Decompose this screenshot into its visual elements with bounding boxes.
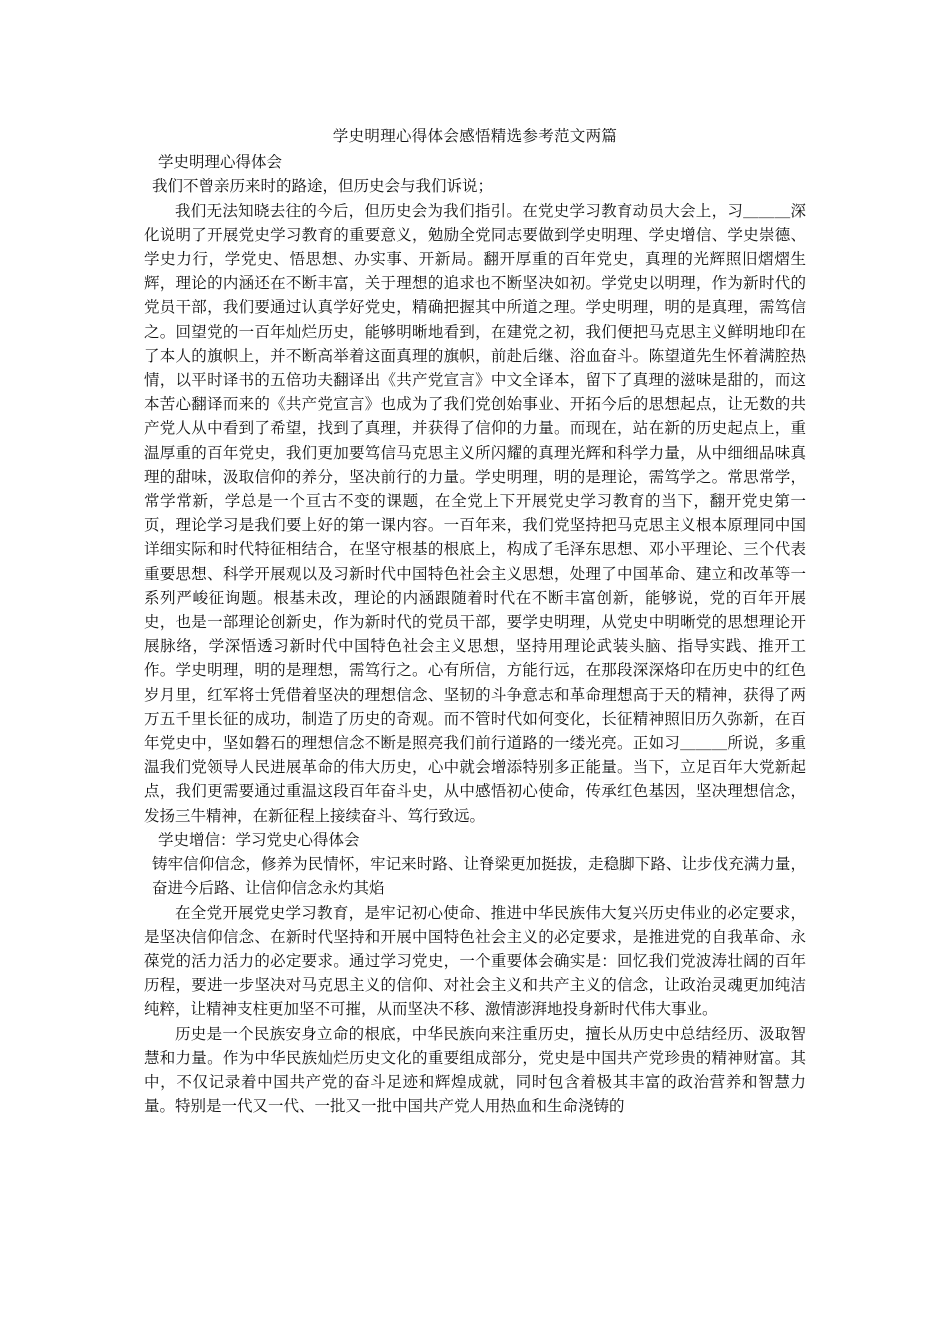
paragraph-3: 历史是一个民族安身立命的根底，中华民族向来注重历史，擅长从历史中总结经历、汲取智慧和力量。作为中华民族灿烂历史文化的重要组成部分，党史是中国共产党珍贵的精神财富。其中，不仅记录着中国共产党的奋斗足迹和辉煌成就，同时包含着极其丰富的政治营养和智慧力量。特别是一代又一代、一批又一批中国共产党人用热血和生命浇铸的 xyxy=(144,1024,806,1116)
document-page xyxy=(144,124,806,1118)
paragraph-2: 在全党开展党史学习教育，是牢记初心使命、推进中华民族伟大复兴历史伟业的必定要求，是坚决信仰信念、在新时代坚持和开展中国特色社会主义的必定要求，是推进党的自我革命、永葆党的活力活力的必定要求。通过学习党史，一个重要体会确实是：回忆我们党波涛壮阔的百年历程，要进一步坚决对马克思主义的信仰、对社会主义和共产主义的信念，让政治灵魂更加纯洁纯粹，让精神支柱更加坚不可摧，从而坚决不移、激情澎湃地投身新时代伟大事业。 xyxy=(144,903,806,1019)
paragraph-1: 我们无法知晓去往的今后，但历史会为我们指引。在党史学习教育动员大会上，习＿＿＿深化说明了开展党史学习教育的重要意义，勉励全党同志要做到学史明理、学史增信、学史崇德、学史力行，学党史、悟思想、办实事、开新局。翻开厚重的百年党史，真理的光辉照旧熠熠生辉，理论的内涵还在不断丰富，关于理想的追求也不断坚决如初。学党史以明理，作为新时代的党员干部，我们要通过认真学好党史，精确把握其中所道之理。学史明理，明的是真理，需笃信之。回望党的一百年灿烂历史，能够明晰地看到，在建党之初，我们便把马克思主义鲜明地印在了本人的旗帜上，并不断高举着这面真理的旗帜，前赴后继、浴血奋斗。陈望道先生怀着满腔热情，以平时译书的五倍功夫翻译出《共产党宣言》中文全译本，留下了真理的滋味是甜的，而这本苦心翻译而来的《共产党宣言》也成为了我们党创始事业、开拓今后的思想起点，让无数的共产党人从中看到了希望，找到了真理，并获得了信仰的力量。而现在，站在新的历史起点上，重温厚重的百年党史，我们更加要笃信马克思主义所闪耀的真理光辉和科学力量，从中细细品味真理的甜味，汲取信仰的养分，坚决前行的力量。学史明理，明的是理论，需笃学之。常思常学，常学常新，学总是一个亘古不变的课题，在全党上下开展党史学习教育的当下，翻开党史第一页，理论学习是我们要上好的第一课内容。一百年来，我们党坚持把马克思主义根本原理同中国详细实际和时代特征相结合，在坚守根基的根底上，构成了毛泽东思想、邓小平理论、三个代表重要思想、科学开展观以及习新时代中国特色社会主义思想，处理了中国革命、建立和改革等一系列严峻征询题。根基未改，理论的内涵跟随着时代在不断丰富创新，能够说，党的百年开展史，也是一部理论创新史，作为新时代的党员干部，要学史明理，从党史中明晰党的思想理论开展脉络，学深悟透习新时代中国特色社会主义思想，坚持用理论武装头脑、指导实践、推开工作。学史明理，明的是理想，需笃行之。心有所信，方能行远，在那段深深烙印在历史中的红色岁月里，红军将士凭借着坚决的理想信念、坚韧的斗争意志和革命理想高于天的精神，获得了两万五千里长征的成功，制造了历史的奇观。而不管时代如何变化，长征精神照旧历久弥新，在百年党史中，坚如磐石的理想信念不断是照亮我们前行道路的一缕光亮。正如习＿＿＿所说，多重温我们党领导人民进展革命的伟大历史，心中就会增添特别多正能量。当下，立足百年大党新起点，我们更需要通过重温这段百年奋斗史，从中感悟初心使命，传承红色基因，坚决理想信念，发扬三牛精神，在新征程上接续奋斗、笃行致远。 xyxy=(144,201,806,825)
section-heading-1: 学史明理心得体会 xyxy=(158,153,283,172)
section-lead-2: 铸牢信仰信念，修养为民情怀，牢记来时路、让脊梁更加挺拔，走稳脚下路、让步伐充满力量，奋进今后路、让信仰信念永灼其焰 xyxy=(152,855,806,898)
section-heading-2: 学史增信：学习党史心得体会 xyxy=(158,830,360,849)
section-lead-1: 我们不曾亲历来时的路途，但历史会与我们诉说； xyxy=(152,177,494,196)
document-title: 学史明理心得体会感悟精选参考范文两篇 xyxy=(332,127,618,145)
